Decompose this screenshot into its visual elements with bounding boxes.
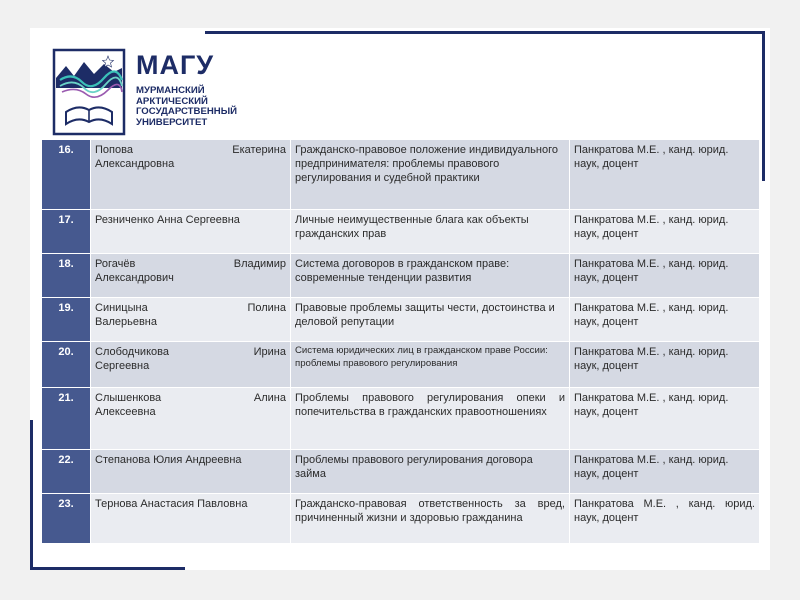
table-row [42,494,760,544]
table-row [42,388,760,450]
table-row [42,210,760,254]
logo-subtitle [136,86,237,128]
thesis-topic: Гражданско-правовое положение индивидуального предпринимателя: проблемы правового регулирования и судебной практики [291,140,570,210]
frame-line-right [762,31,765,181]
student-name-cell [91,342,291,388]
student-name-line: Синицына Полина [95,302,286,314]
student-name-cell [91,450,291,494]
advisor: Панкратова М.Е. , канд. юрид. наук, доцент [570,342,760,388]
frame-line-top [205,31,765,34]
thesis-topic: Проблемы правового регулирования опеки и попечительства в гражданских правоотношениях [291,388,570,450]
student-name-cell [91,494,291,544]
thesis-topic: Проблемы правового регулирования договора займа [291,450,570,494]
logo-subtitle-line: АРКТИЧЕСКИЙ [136,95,208,107]
logo-emblem-icon [52,48,132,136]
student-name-cell [91,254,291,298]
student-name-cell [91,298,291,342]
student-name-cell [91,388,291,450]
student-name-line: Резниченко Анна Сергеевна [95,214,240,226]
advisor: Панкратова М.Е. , канд. юрид. наук, доцент [570,388,760,450]
logo-name: МАГУ [136,50,215,80]
table-row [42,450,760,494]
student-name-line: Попова Екатерина [95,144,286,156]
thesis-topic: Система юридических лиц в гражданском праве России: проблемы правового регулирования [291,342,570,388]
row-number: 19. [42,298,91,342]
student-name-line: Сергеевна [95,360,150,372]
thesis-topic: Правовые проблемы защиты чести, достоинства и деловой репутации [291,298,570,342]
student-name-line: Александровна [95,158,175,170]
advisor: Панкратова М.Е. , канд. юрид. наук, доцент [570,210,760,254]
row-number: 21. [42,388,91,450]
advisor: Панкратова М.Е. , канд. юрид. наук, доцент [570,254,760,298]
table-row [42,298,760,342]
student-name-line: Тернова Анастасия Павловна [95,498,248,510]
row-number: 17. [42,210,91,254]
frame-line-bottom [30,567,185,570]
student-name-line: Алексеевна [95,406,156,418]
table-row [42,254,760,298]
logo-subtitle-line: ГОСУДАРСТВЕННЫЙ [136,106,238,117]
row-number: 20. [42,342,91,388]
advisor: Панкратова М.Е. , канд. юрид. наук, доцент [570,494,760,544]
thesis-topic: Гражданско-правовая ответственность за вред, причиненный жизни и здоровью гражданина [291,494,570,544]
logo-subtitle-line: МУРМАНСКИЙ [136,85,205,96]
student-name-line: Слободчикова Ирина [95,346,286,358]
advisor: Панкратова М.Е. , канд. юрид. наук, доцент [570,298,760,342]
university-logo [52,48,292,138]
table-row [42,140,760,210]
thesis-topic: Личные неимущественные блага как объекты гражданских прав [291,210,570,254]
row-number: 22. [42,450,91,494]
student-name-line: Рогачёв Владимир [95,258,286,270]
advisor: Панкратова М.Е. , канд. юрид. наук, доцент [570,450,760,494]
frame-line-left [30,420,33,570]
row-number: 18. [42,254,91,298]
logo-subtitle-line: УНИВЕРСИТЕТ [136,116,208,128]
student-name-line: Слышенкова Алина [95,392,286,404]
student-name-line: Степанова Юлия Андреевна [95,454,242,466]
student-name-cell [91,140,291,210]
student-name-cell [91,210,291,254]
row-number: 16. [42,140,91,210]
student-name-line: Валерьевна [95,316,157,328]
advisor: Панкратова М.Е. , канд. юрид. наук, доцент [570,140,760,210]
thesis-topics-table [41,139,760,544]
thesis-topic: Система договоров в гражданском праве: современные тенденции развития [291,254,570,298]
row-number: 23. [42,494,91,544]
student-name-line: Александрович [95,272,174,284]
table-row [42,342,760,388]
